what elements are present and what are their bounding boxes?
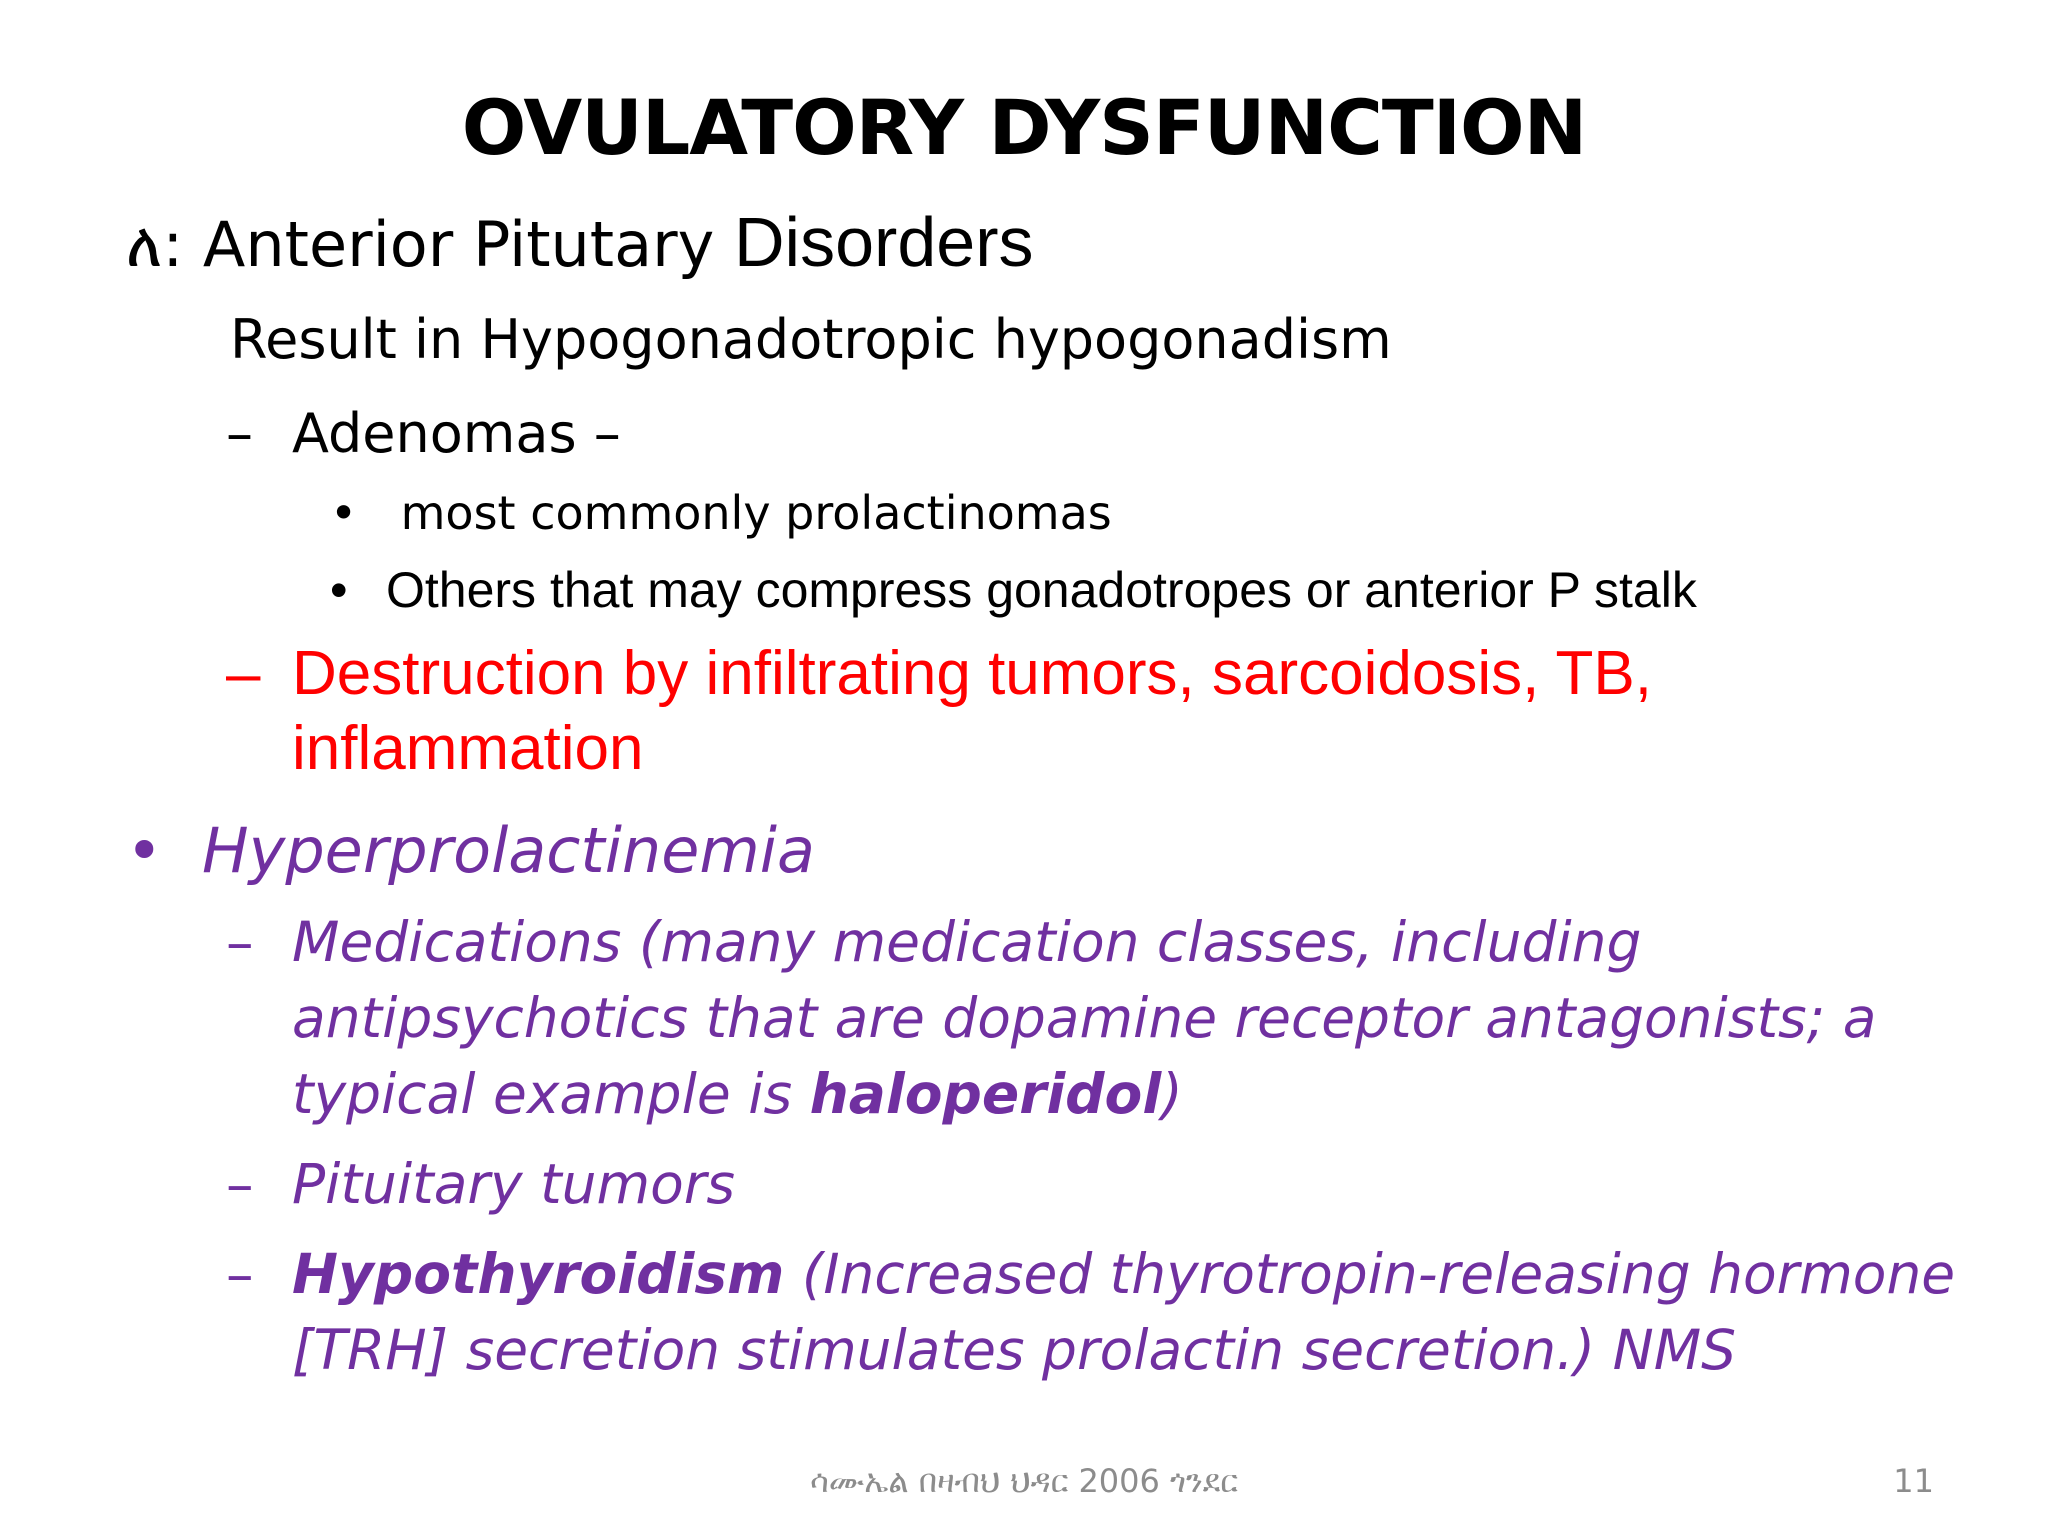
sub-bullet-text: most commonly prolactinomas bbox=[386, 486, 1112, 540]
medications-body: Medications (many medication classes, including antipsychotics that are dopamine receptor antagonists; a typical example is bbox=[292, 910, 1877, 1126]
medications-item bbox=[226, 904, 1986, 1132]
result-line: Result in Hypogonadotropic hypogonadism bbox=[230, 308, 1392, 371]
bullet-marker: • bbox=[126, 814, 163, 887]
hypothyroidism-label: Hypothyroidism bbox=[292, 1242, 785, 1306]
hypothyroidism-text bbox=[292, 1236, 1986, 1388]
dash-marker: – bbox=[226, 1242, 254, 1306]
hyperprolactinemia-label: Hyperprolactinemia bbox=[202, 814, 815, 887]
medications-example: haloperidol bbox=[809, 1062, 1162, 1126]
destruction-item bbox=[226, 636, 1866, 786]
medications-text bbox=[292, 904, 1986, 1132]
dash-marker: – bbox=[226, 1152, 254, 1216]
footer-text: ሳሙኤል በዛብህ ህዳር 2006 ጎንደር bbox=[810, 1462, 1238, 1500]
bullet-marker: • bbox=[330, 486, 358, 540]
pituitary-tumors-item bbox=[226, 1146, 1986, 1222]
sub-bullet-prolactinomas bbox=[330, 480, 1112, 546]
destruction-text: Destruction by infiltrating tumors, sarcoidosis, TB, inflammation bbox=[292, 639, 1652, 783]
adenomas-item bbox=[226, 396, 621, 472]
medications-close: ) bbox=[1161, 1062, 1183, 1126]
dash-marker: – bbox=[226, 639, 261, 708]
hypothyroidism-body: (Increased thyrotropin-releasing hormone [TRH] secretion stimulates prolactin secretion.) NMS bbox=[292, 1242, 1956, 1382]
bullet-marker: • bbox=[330, 562, 348, 618]
section-heading-big: Disorders bbox=[734, 203, 1034, 281]
hyperprolactinemia-heading bbox=[126, 808, 815, 894]
section-heading-prefix: ለ: Anterior Pitutary bbox=[126, 208, 734, 281]
sub-bullet-others bbox=[330, 556, 1697, 624]
slide-title: OVULATORY DYSFUNCTION bbox=[461, 83, 1587, 172]
pituitary-tumors-text: Pituitary tumors bbox=[292, 1152, 735, 1216]
page-number: 11 bbox=[1893, 1462, 1934, 1500]
sub-bullet-text: Others that may compress gonadotropes or anterior P stalk bbox=[386, 562, 1697, 618]
hypothyroidism-item bbox=[226, 1236, 1986, 1388]
dash-marker: – bbox=[226, 402, 253, 465]
dash-marker: – bbox=[226, 910, 254, 974]
section-heading bbox=[126, 200, 1034, 287]
adenomas-label: Adenomas – bbox=[292, 402, 621, 465]
